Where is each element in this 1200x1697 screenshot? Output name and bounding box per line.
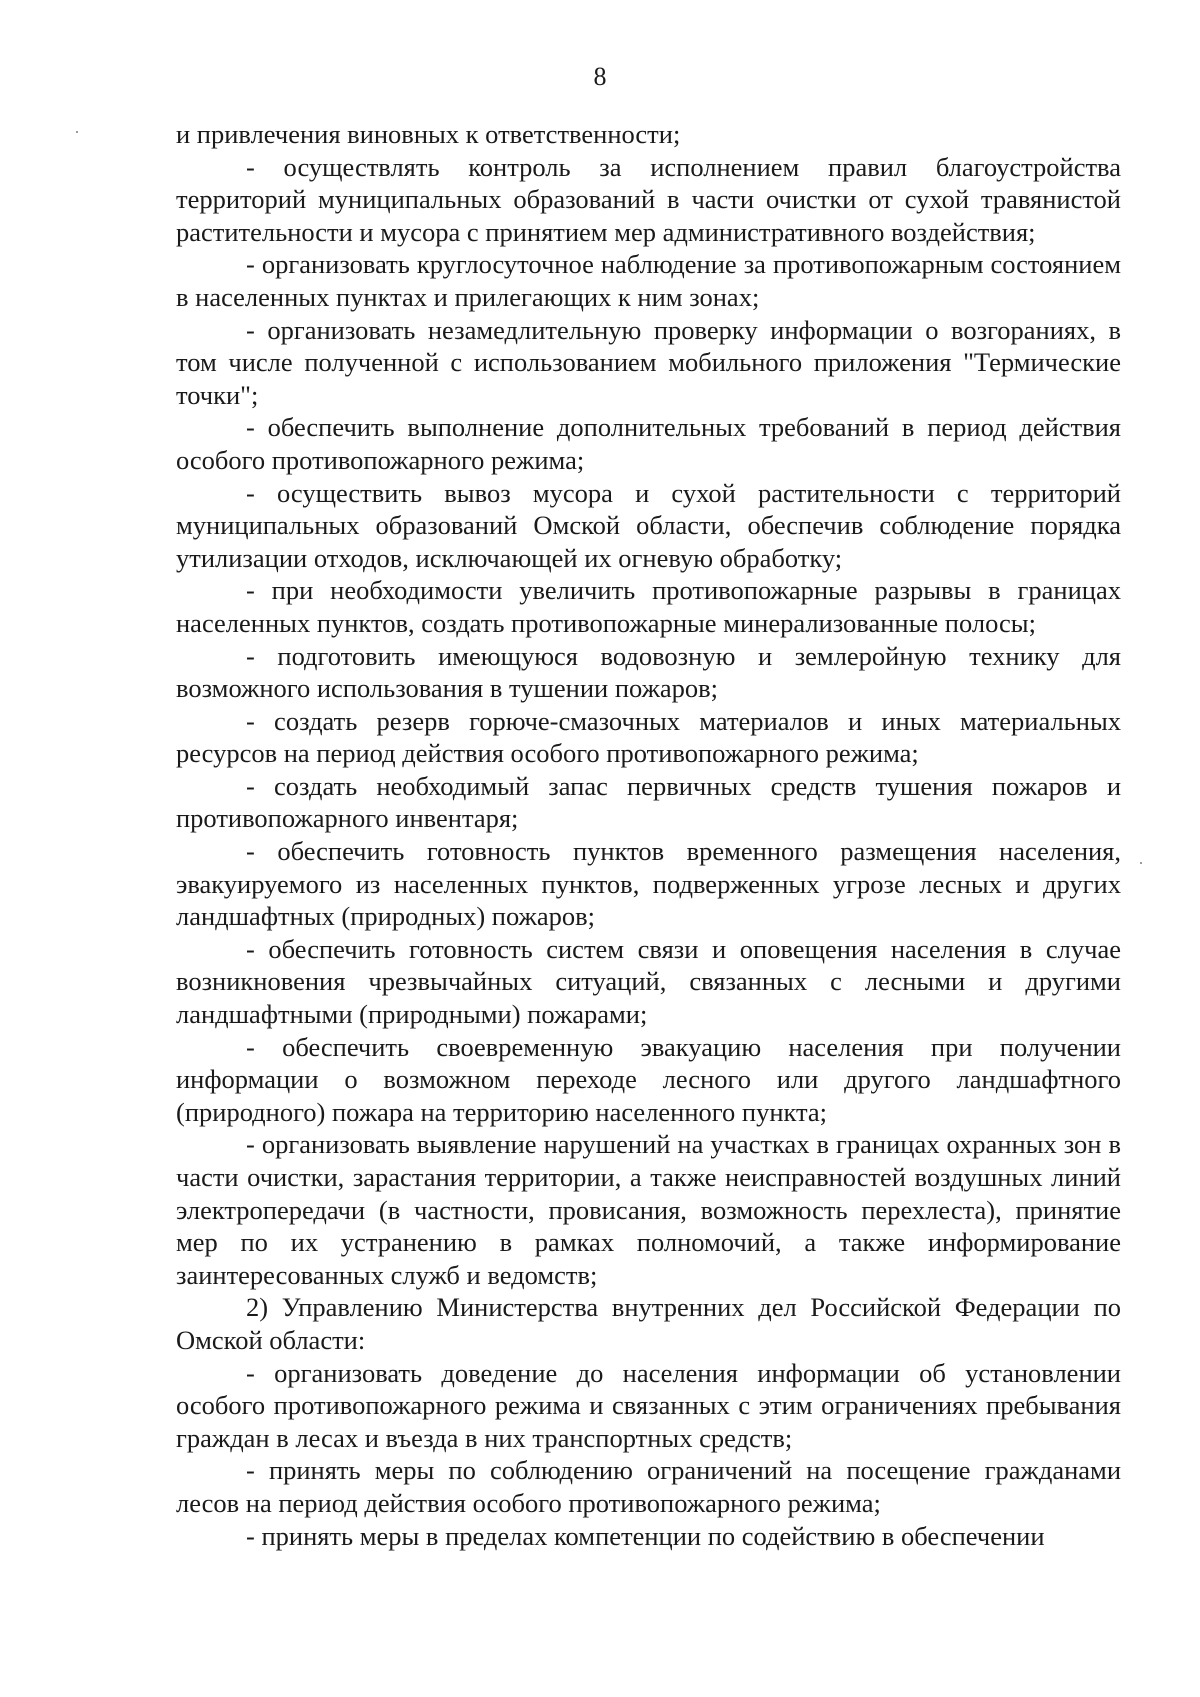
document-body	[176, 118, 1121, 1552]
paragraph: - при необходимости увеличить противопожарные разрывы в границах населенных пунктов, создать противопожарные минерализованные полосы;	[176, 575, 1121, 638]
paragraph: - обеспечить готовность пунктов временного размещения населения, эвакуируемого из населенных пунктов, подверженных угрозе лесных и других ландшафтных (природных) пожаров;	[176, 836, 1121, 932]
paragraph: - организовать круглосуточное наблюдение за противопожарным состоянием в населенных пунктах и прилегающих к ним зонах;	[176, 249, 1121, 312]
scan-speck	[1140, 862, 1142, 864]
page-number: 8	[593, 62, 607, 91]
paragraph: - принять меры по соблюдению ограничений на посещение гражданами лесов на период действия особого противопожарного режима;	[176, 1455, 1121, 1518]
paragraph: - обеспечить выполнение дополнительных требований в период действия особого противопожарного режима;	[176, 412, 1121, 475]
paragraph: - обеспечить своевременную эвакуацию населения при получении информации о возможном переходе лесного или другого ландшафтного (природного) пожара на территорию населенного пункта;	[176, 1031, 1121, 1127]
paragraph: - организовать незамедлительную проверку информации о возгораниях, в том числе полученной с использованием мобильного приложения "Термические точки";	[176, 314, 1121, 410]
paragraph: - организовать доведение до населения информации об установлении особого противопожарного режима и связанных с этим ограничениях пребывания граждан в лесах и въезда в них транспортных средств;	[176, 1357, 1121, 1453]
paragraph: - осуществить вывоз мусора и сухой растительности с территорий муниципальных образований Омской области, обеспечив соблюдение порядка утилизации отходов, исключающей их огневую обработку;	[176, 477, 1121, 573]
paragraph: - осуществлять контроль за исполнением правил благоустройства территорий муниципальных образований в части очистки от сухой травянистой растительности и мусора с принятием мер административного воздействия;	[176, 151, 1121, 247]
paragraph: - организовать выявление нарушений на участках в границах охранных зон в части очистки, зарастания территории, а также неисправностей воздушных линий электропередачи (в частности, провисания, возможность перехлеста), принятие мер по их устранению в рамках полномочий, а также информирование заинтересованных служб и ведомств;	[176, 1129, 1121, 1290]
paragraph: - создать необходимый запас первичных средств тушения пожаров и противопожарного инвентаря;	[176, 770, 1121, 834]
paragraph: - подготовить имеющуюся водовозную и землеройную технику для возможного использования в тушении пожаров;	[176, 640, 1121, 704]
paragraph: - принять меры в пределах компетенции по содействию в обеспечении	[246, 1520, 1045, 1551]
paragraph: и привлечения виновных к ответственности;	[176, 119, 681, 149]
scan-speck	[76, 131, 78, 133]
paragraph: - создать резерв горюче-смазочных материалов и иных материальных ресурсов на период действия особого противопожарного режима;	[176, 705, 1121, 769]
section-heading: 2) Управлению Министерства внутренних дел Российской Федерации по Омской области:	[176, 1292, 1121, 1355]
paragraph: - обеспечить готовность систем связи и оповещения населения в случае возникновения чрезвычайных ситуаций, связанных с лесными и другими ландшафтными (природными) пожарами;	[176, 933, 1121, 1030]
